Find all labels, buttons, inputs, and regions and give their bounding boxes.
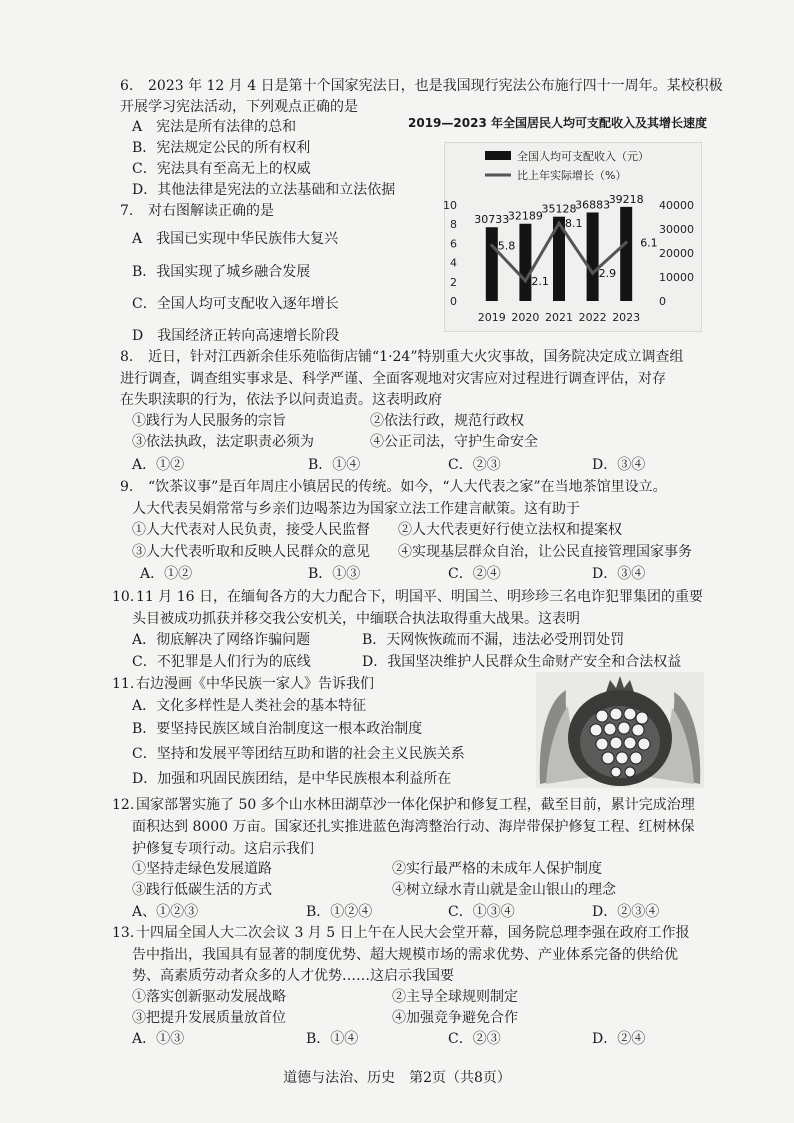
pomegranate-comic-icon — [536, 672, 704, 788]
income-bar — [587, 212, 599, 301]
x-axis-tick: 2019 — [477, 311, 506, 324]
right-axis-tick: 0 — [659, 295, 666, 308]
choice-b: B．①④ — [306, 1031, 359, 1047]
choice-d: D．③④ — [592, 566, 646, 582]
question-stem: 护修复专项行动。这启示我们 — [132, 841, 314, 857]
choice-b: B．①④ — [308, 457, 361, 473]
question-number: 9. — [120, 479, 134, 495]
question-number: 10. — [112, 589, 135, 605]
statement-2: ②人大代表更好行使立法权和提案权 — [398, 522, 622, 538]
question-number: 11. — [112, 676, 135, 692]
legend-bar-swatch — [485, 151, 511, 160]
growth-point — [625, 241, 628, 244]
choice-a: A．①② — [132, 457, 185, 473]
option-d: D．其他法律是宪法的立法基础和立法依据 — [132, 182, 396, 198]
x-axis-tick: 2021 — [545, 311, 573, 324]
growth-point — [558, 222, 561, 225]
statement-2: ②实行最严格的未成年人保护制度 — [392, 861, 602, 877]
statement-4: ④加强竞争避免合作 — [392, 1010, 518, 1026]
left-axis-tick: 2 — [450, 275, 457, 289]
option-a: A 宪法是所有法律的总和 — [132, 119, 297, 135]
question-number: 8. — [120, 349, 134, 365]
question-stem: 右边漫画《中华民族一家人》告诉我们 — [136, 676, 374, 692]
growth-point — [524, 279, 527, 282]
option-b: B．要坚持民族区域自治制度这一根本政治制度 — [132, 721, 423, 737]
chart-svg — [445, 143, 701, 331]
statement-3: ③把提升发展质量放首位 — [132, 1010, 286, 1026]
income-bar — [486, 227, 498, 301]
question-number: 6. — [120, 78, 134, 94]
statement-3: ③依法执政，法定职责必须为 — [132, 434, 314, 450]
question-stem: 势、高素质劳动者众多的人才优势……这启示我国要 — [132, 968, 454, 984]
statement-4: ④公正司法，守护生命安全 — [370, 434, 538, 450]
statement-1: ①坚持走绿色发展道路 — [132, 861, 272, 877]
question-stem: 头目被成功抓获并移交我公安机关，中缅联合执法取得重大战果。这表明 — [132, 611, 580, 627]
choice-b: B．①②④ — [306, 904, 373, 920]
question-stem: 11 月 16 日，在缅甸各方的大力配合下，明国平、明国兰、明珍珍三名电诈犯罪集团的重要 — [136, 589, 703, 605]
left-axis-tick: 8 — [450, 218, 457, 232]
income-bar-label: 32189 — [507, 209, 543, 223]
question-stem: 告中指出，我国具有显著的制度优势、超大规模市场的需求优势、产业体系完备的供给优 — [132, 947, 678, 963]
income-bar-label: 39218 — [608, 192, 644, 206]
income-bar-label: 30733 — [474, 213, 510, 227]
income-bar-label: 36883 — [575, 198, 611, 212]
question-stem: 2023 年 12 月 4 日是第十个国家宪法日，也是我国现行宪法公布施行四十一周年。某校积极 — [148, 78, 723, 94]
choice-a: A．①③ — [132, 1031, 185, 1047]
growth-label: 6.1 — [640, 236, 658, 250]
option-a: A．彻底解决了网络诈骗问题 — [132, 632, 311, 648]
choice-b: B．①③ — [308, 566, 361, 582]
statement-4: ④实现基层群众自治，让公民直接管理国家事务 — [398, 544, 692, 560]
option-b: B．宪法规定公民的所有权利 — [132, 140, 311, 156]
statement-2: ②主导全球规则制定 — [392, 989, 518, 1005]
right-axis-tick: 20000 — [659, 247, 694, 260]
statement-1: ①落实创新驱动发展战略 — [132, 989, 286, 1005]
income-chart — [444, 142, 702, 332]
page-footer: 道德与法治、历史 第2页（共8页） — [283, 1070, 511, 1086]
left-axis-tick: 6 — [450, 237, 457, 251]
left-axis-tick: 4 — [450, 256, 457, 270]
left-axis-tick: 0 — [450, 295, 457, 308]
choice-d: D．②③④ — [592, 904, 660, 920]
question-stem: “饮茶议事”是百年周庄小镇居民的传统。如今，“人大代表之家”在当地茶馆里设立。 — [148, 479, 667, 495]
option-a: A．文化多样性是人类社会的基本特征 — [132, 698, 367, 714]
chart-title: 2019—2023 年全国居民人均可支配收入及其增长速度 — [408, 116, 707, 130]
question-stem: 近日，针对江西新余佳乐苑临街店铺“1·24”特别重大火灾事故，国务院决定成立调查组 — [148, 349, 684, 365]
question-stem: 十四届全国人大二次会议 3 月 5 日上午在人民大会堂开幕，国务院总理李强在政府工作报 — [136, 925, 690, 941]
statement-1: ①践行为人民服务的宗旨 — [132, 413, 286, 429]
option-c: C．全国人均可支配收入逐年增长 — [132, 296, 339, 312]
option-b: B．我国实现了城乡融合发展 — [132, 264, 311, 280]
option-c: C．坚持和发展平等团结互助和谐的社会主义民族关系 — [132, 746, 465, 762]
right-axis-tick: 40000 — [659, 199, 694, 212]
question-stem: 在失职渎职的行为，依法予以问责追责。这表明政府 — [120, 392, 442, 408]
income-bar-label: 35128 — [541, 202, 577, 216]
x-axis-tick: 2023 — [612, 311, 641, 324]
growth-label: 2.9 — [598, 267, 617, 281]
legend-bar-label: 全国人均可支配收入（元） — [517, 150, 649, 163]
x-axis-tick: 2020 — [511, 311, 540, 324]
option-d: D 我国经济正转向高速增长阶段 — [132, 328, 340, 344]
left-axis-tick: 10 — [443, 199, 457, 212]
right-axis-tick: 10000 — [659, 271, 694, 284]
option-c: C．不犯罪是人们行为的底线 — [132, 654, 311, 670]
right-axis-tick: 30000 — [659, 223, 694, 236]
growth-label: 5.8 — [497, 239, 516, 253]
question-stem: 面积达到 8000 万亩。国家还扎实推进蓝色海湾整治行动、海岸带保护修复工程、红树林保 — [132, 819, 695, 835]
choice-c: C．①③④ — [448, 904, 515, 920]
choice-c: C．②④ — [448, 566, 501, 582]
choice-d: D．②④ — [592, 1031, 646, 1047]
comic-image — [536, 672, 704, 788]
question-number: 7. — [120, 203, 134, 219]
question-stem: 国家部署实施了 50 多个山水林田湖草沙一体化保护和修复工程，截至目前，累计完成治理 — [136, 797, 695, 813]
growth-label: 2.1 — [531, 274, 549, 288]
question-stem: 进行调查，调查组实事求是、科学严谨、全面客观地对灾害应对过程进行调查评估，对存 — [120, 371, 666, 387]
income-bar — [620, 207, 632, 301]
choice-a: A、①②③ — [132, 904, 199, 920]
option-b: B．天网恢恢疏而不漏，违法必受刑罚处罚 — [362, 632, 625, 648]
option-d: D．加强和巩固民族团结，是中华民族根本利益所在 — [132, 771, 452, 787]
question-stem: 开展学习宪法活动，下列观点正确的是 — [120, 99, 358, 115]
question-number: 13. — [112, 925, 135, 941]
statement-1: ①人大代表对人民负责，接受人民监督 — [132, 522, 370, 538]
choice-c: C．②③ — [448, 1031, 501, 1047]
statement-2: ②依法行政，规范行政权 — [370, 413, 524, 429]
statement-4: ④树立绿水青山就是金山银山的理念 — [392, 882, 616, 898]
choice-a: A．①② — [140, 566, 193, 582]
income-bar — [519, 224, 531, 301]
question-number: 12. — [112, 797, 135, 813]
x-axis-tick: 2022 — [578, 311, 607, 324]
statement-3: ③人大代表听取和反映人民群众的意见 — [132, 544, 370, 560]
option-c: C．宪法具有至高无上的权威 — [132, 161, 311, 177]
growth-label: 8.1 — [565, 217, 583, 231]
choice-c: C．②③ — [448, 457, 501, 473]
option-a: A 我国已实现中华民族伟大复兴 — [132, 231, 339, 247]
growth-point — [591, 272, 594, 275]
growth-point — [490, 244, 493, 247]
statement-3: ③践行低碳生活的方式 — [132, 882, 272, 898]
choice-d: D．③④ — [592, 457, 646, 473]
legend-line-label: 比上年实际增长（%） — [517, 169, 627, 182]
question-stem: 人大代表吴娟常常与乡亲们边喝茶边为国家立法工作建言献策。这有助于 — [132, 501, 580, 517]
question-stem: 对右图解读正确的是 — [148, 203, 274, 219]
option-d: D．我国坚决维护人民群众生命财产安全和合法权益 — [362, 654, 682, 670]
